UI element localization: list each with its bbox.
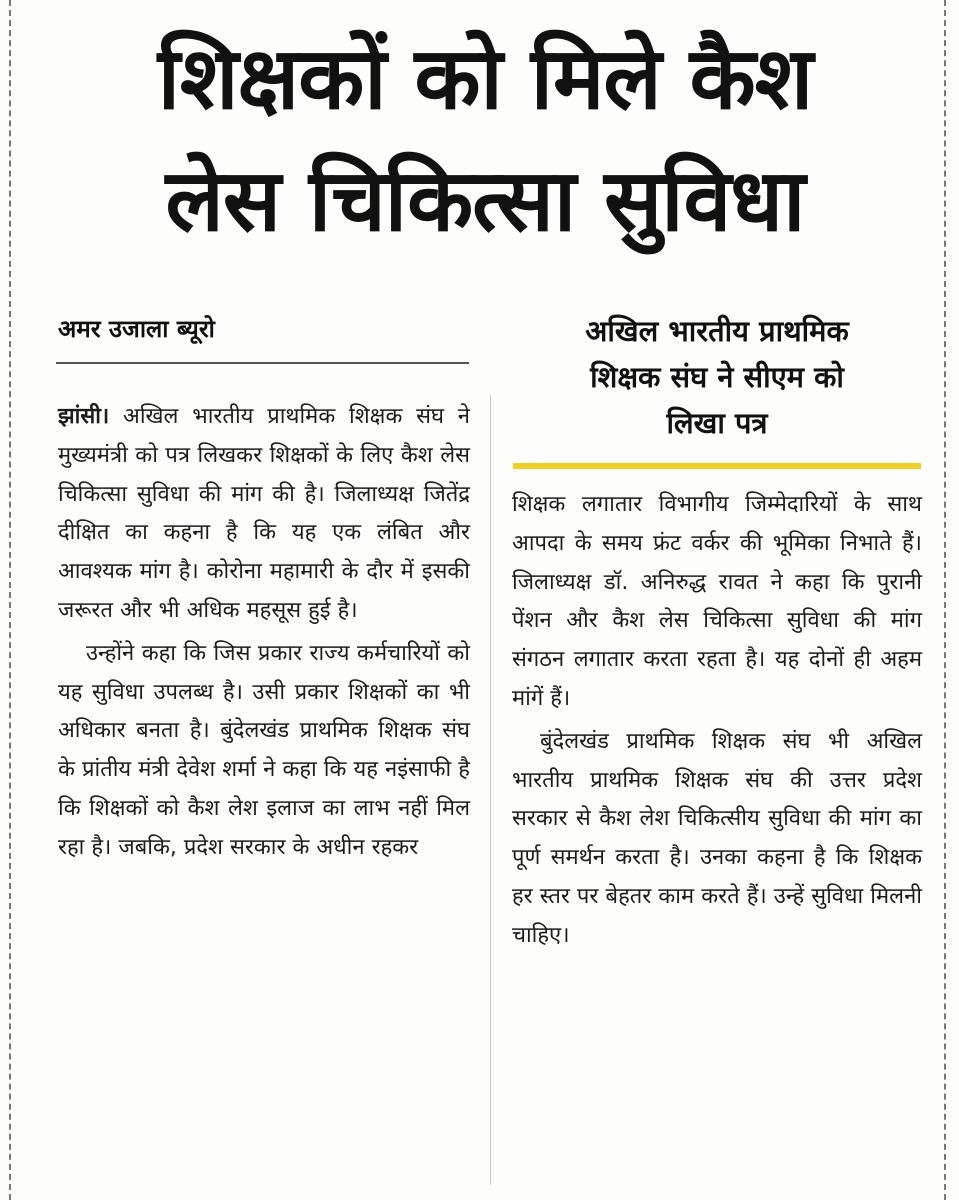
subheadline-line-3: लिखा पत्र <box>666 406 768 440</box>
byline: अमर उजाला ब्यूरो <box>58 315 215 343</box>
subheadline <box>512 308 922 446</box>
right-paragraph-1: शिक्षक लगातार विभागीय जिम्मेदारियों के साथ आपदा के समय फ्रंट वर्कर की भूमिका निभाते हैं। जिलाध्यक्ष डॉ. अनिरुद्ध रावत ने कहा कि पुरानी पेंशन और कैश लेस चिकित्सा सुविधा की मांग संगठन लगातार करता रहता है। यह दोनों ही अहम मांगें हैं। <box>512 492 922 711</box>
subheadline-accent-rule <box>513 463 921 469</box>
subheadline-line-2: शिक्षक संघ ने सीएम को <box>590 360 844 394</box>
headline-line-1: शिक्षकों को मिले कैश <box>157 29 813 129</box>
headline-line-2: लेस चिकित्सा सुविधा <box>165 151 805 251</box>
left-paragraph-1-text: अखिल भारतीय प्राथमिक शिक्षक संघ ने मुख्यमंत्री को पत्र लिखकर शिक्षकों के लिए कैश लेस चिकित्सा सुविधा की मांग की है। जिलाध्यक्ष जितेंद्र दीक्षित का कहना है कि यह एक लंबित और आवश्यक मांग है। कोरोना महामारी के दौर में इसकी जरूरत और भी अधिक महसूस हुई है। <box>58 404 470 623</box>
byline-divider <box>56 362 469 364</box>
subheadline-line-1: अखिल भारतीय प्राथमिक <box>585 314 849 348</box>
right-column <box>512 486 922 960</box>
dateline: झांसी। <box>58 404 110 429</box>
right-paragraph-2: बुंदेलखंड प्राथमिक शिक्षक संघ भी अखिल भारतीय प्राथमिक शिक्षक संघ की उत्तर प्रदेश सरकार से कैश लेश चिकित्सीय सुविधा की मांग का पूर्ण समर्थन करता है। उनका कहना है कि शिक्षक हर स्तर पर बेहतर काम करते हैं। उन्हें सुविधा मिलनी चाहिए। <box>512 728 922 948</box>
headline <box>40 18 930 262</box>
cut-line-right <box>944 0 946 1200</box>
column-divider <box>490 395 491 1185</box>
left-paragraph-1 <box>58 398 470 631</box>
left-paragraph-2: उन्होंने कहा कि जिस प्रकार राज्य कर्मचारियों को यह सुविधा उपलब्ध है। उसी प्रकार शिक्षकों का भी अधिकार बनता है। बुंदेलखंड प्राथमिक शिक्षक संघ के प्रांतीय मंत्री देवेश शर्मा ने कहा कि यह नइंसाफी है कि शिक्षकों को कैश लेश इलाज का लाभ नहीं मिल रहा है। जबकि, प्रदेश सरकार के अधीन रहकर <box>58 640 470 860</box>
left-column <box>58 398 470 872</box>
cut-line-left <box>9 0 11 1200</box>
